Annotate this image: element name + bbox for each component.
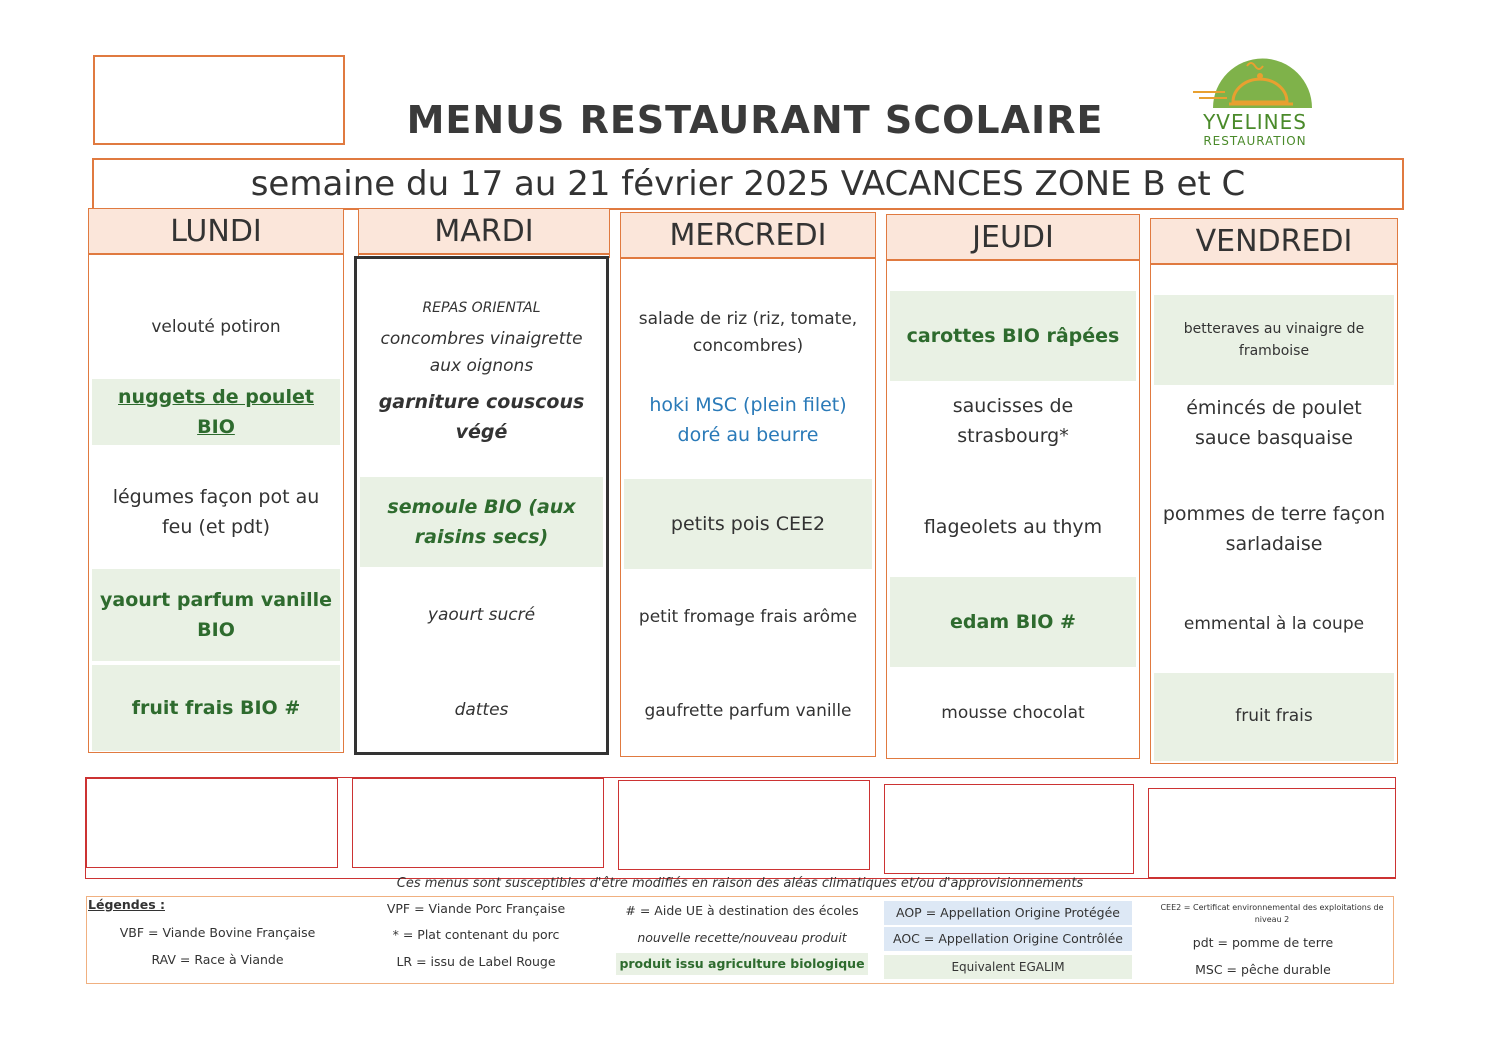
- page-title: MENUS RESTAURANT SCOLAIRE: [406, 98, 1104, 142]
- legend-title: Légendes :: [88, 897, 165, 912]
- day-column-lundi: [88, 208, 344, 753]
- menu-item-main: nuggets de poulet BIO: [92, 379, 340, 445]
- logo: [1185, 58, 1325, 153]
- menu-item-main: garniture couscous végé: [378, 390, 585, 443]
- menu-item-side: pommes de terre façon sarladaise: [1162, 502, 1386, 555]
- notes-cell-jeudi: [884, 784, 1134, 874]
- notes-cell-mercredi: [618, 780, 870, 870]
- legend-msc: MSC = pêche durable: [1195, 962, 1331, 977]
- legend-pdt: pdt = pomme de terre: [1192, 935, 1334, 950]
- legend-vpf: VPF = Viande Porc Française: [386, 901, 566, 916]
- menu-item-side: petits pois CEE2: [624, 479, 872, 569]
- legend-new-recipe: nouvelle recette/nouveau produit: [637, 930, 847, 945]
- day-header-mardi: MARDI: [359, 209, 609, 255]
- legend-aop: AOP = Appellation Origine Protégée: [884, 901, 1132, 925]
- day-column-vendredi: [1150, 218, 1398, 764]
- menu-item-starter: concombres vinaigrette aux oignons: [380, 328, 583, 376]
- menu-item-starter: carottes BIO râpées: [890, 291, 1136, 381]
- day-column-jeudi: [886, 214, 1140, 759]
- logo-text-yvelines: YVELINES: [1203, 110, 1307, 134]
- menu-item-dessert: mousse chocolat: [941, 703, 1085, 724]
- menu-item-starter: velouté potiron: [151, 317, 281, 338]
- notes-cell-mardi: [352, 778, 604, 868]
- menu-item-dairy: edam BIO #: [890, 577, 1136, 667]
- day-header-lundi: LUNDI: [89, 209, 343, 255]
- day-header-jeudi: JEUDI: [887, 215, 1139, 261]
- legend-pork: * = Plat contenant du porc: [392, 927, 560, 942]
- cloche-icon: [1185, 58, 1325, 118]
- legend-hash: # = Aide UE à destination des écoles: [625, 903, 859, 918]
- legend-egalim: Equivalent EGALIM: [884, 955, 1132, 979]
- menu-item-side: légumes façon pot au feu (et pdt): [112, 485, 320, 538]
- legend-bio: produit issu agriculture biologique: [616, 953, 868, 975]
- menu-item-dairy: emmental à la coupe: [1183, 614, 1365, 635]
- legend-lr: LR = issu de Label Rouge: [396, 954, 556, 969]
- legend-rav: RAV = Race à Viande: [151, 952, 284, 967]
- menu-item-dairy: petit fromage frais arôme: [638, 607, 858, 628]
- menu-item-dessert: fruit frais BIO #: [92, 665, 340, 751]
- day-header-mercredi: MERCREDI: [621, 213, 875, 259]
- week-heading: semaine du 17 au 21 février 2025 VACANCES ZONE B et C: [92, 158, 1404, 210]
- menu-item-dessert: fruit frais: [1154, 673, 1394, 761]
- notes-cell-lundi: [86, 778, 338, 868]
- day-column-mercredi: [620, 212, 876, 757]
- menu-item-dairy: yaourt parfum vanille BIO: [92, 569, 340, 661]
- logo-text-restauration: RESTAURATION: [1203, 134, 1307, 148]
- menu-item-main: émincés de poulet sauce basquaise: [1186, 396, 1362, 449]
- day-header-vendredi: VENDREDI: [1151, 219, 1397, 265]
- menu-item-theme: REPAS ORIENTAL: [422, 299, 541, 316]
- legend-cee2: CEE2 = Certificat environnemental des exploitations de niveau 2: [1160, 903, 1384, 924]
- notes-cell-vendredi: [1148, 788, 1396, 878]
- menu-item-side: semoule BIO (aux raisins secs): [360, 477, 603, 567]
- menu-item-main: saucisses de strasbourg*: [952, 394, 1074, 447]
- menu-item-dessert: dattes: [454, 700, 509, 721]
- menu-item-dessert: gaufrette parfum vanille: [644, 701, 852, 722]
- menu-item-starter: salade de riz (riz, tomate, concombres): [638, 308, 858, 356]
- day-column-mardi: [358, 208, 610, 258]
- menu-item-dairy: yaourt sucré: [427, 605, 536, 626]
- menu-item-side: flageolets au thym: [923, 515, 1103, 538]
- legend-vbf: VBF = Viande Bovine Française: [119, 925, 316, 940]
- disclaimer-notice: Ces menus sont susceptibles d'être modifiés en raison des aléas climatiques et/ou d'approvisionnements: [396, 876, 1084, 891]
- menu-item-main: hoki MSC (plein filet) doré au beurre: [649, 393, 847, 446]
- legend-aoc: AOC = Appellation Origine Contrôlée: [884, 927, 1132, 951]
- menu-item-starter: betteraves au vinaigre de framboise: [1154, 295, 1394, 385]
- mardi-menu-box: [354, 256, 609, 755]
- top-left-box: [93, 55, 345, 145]
